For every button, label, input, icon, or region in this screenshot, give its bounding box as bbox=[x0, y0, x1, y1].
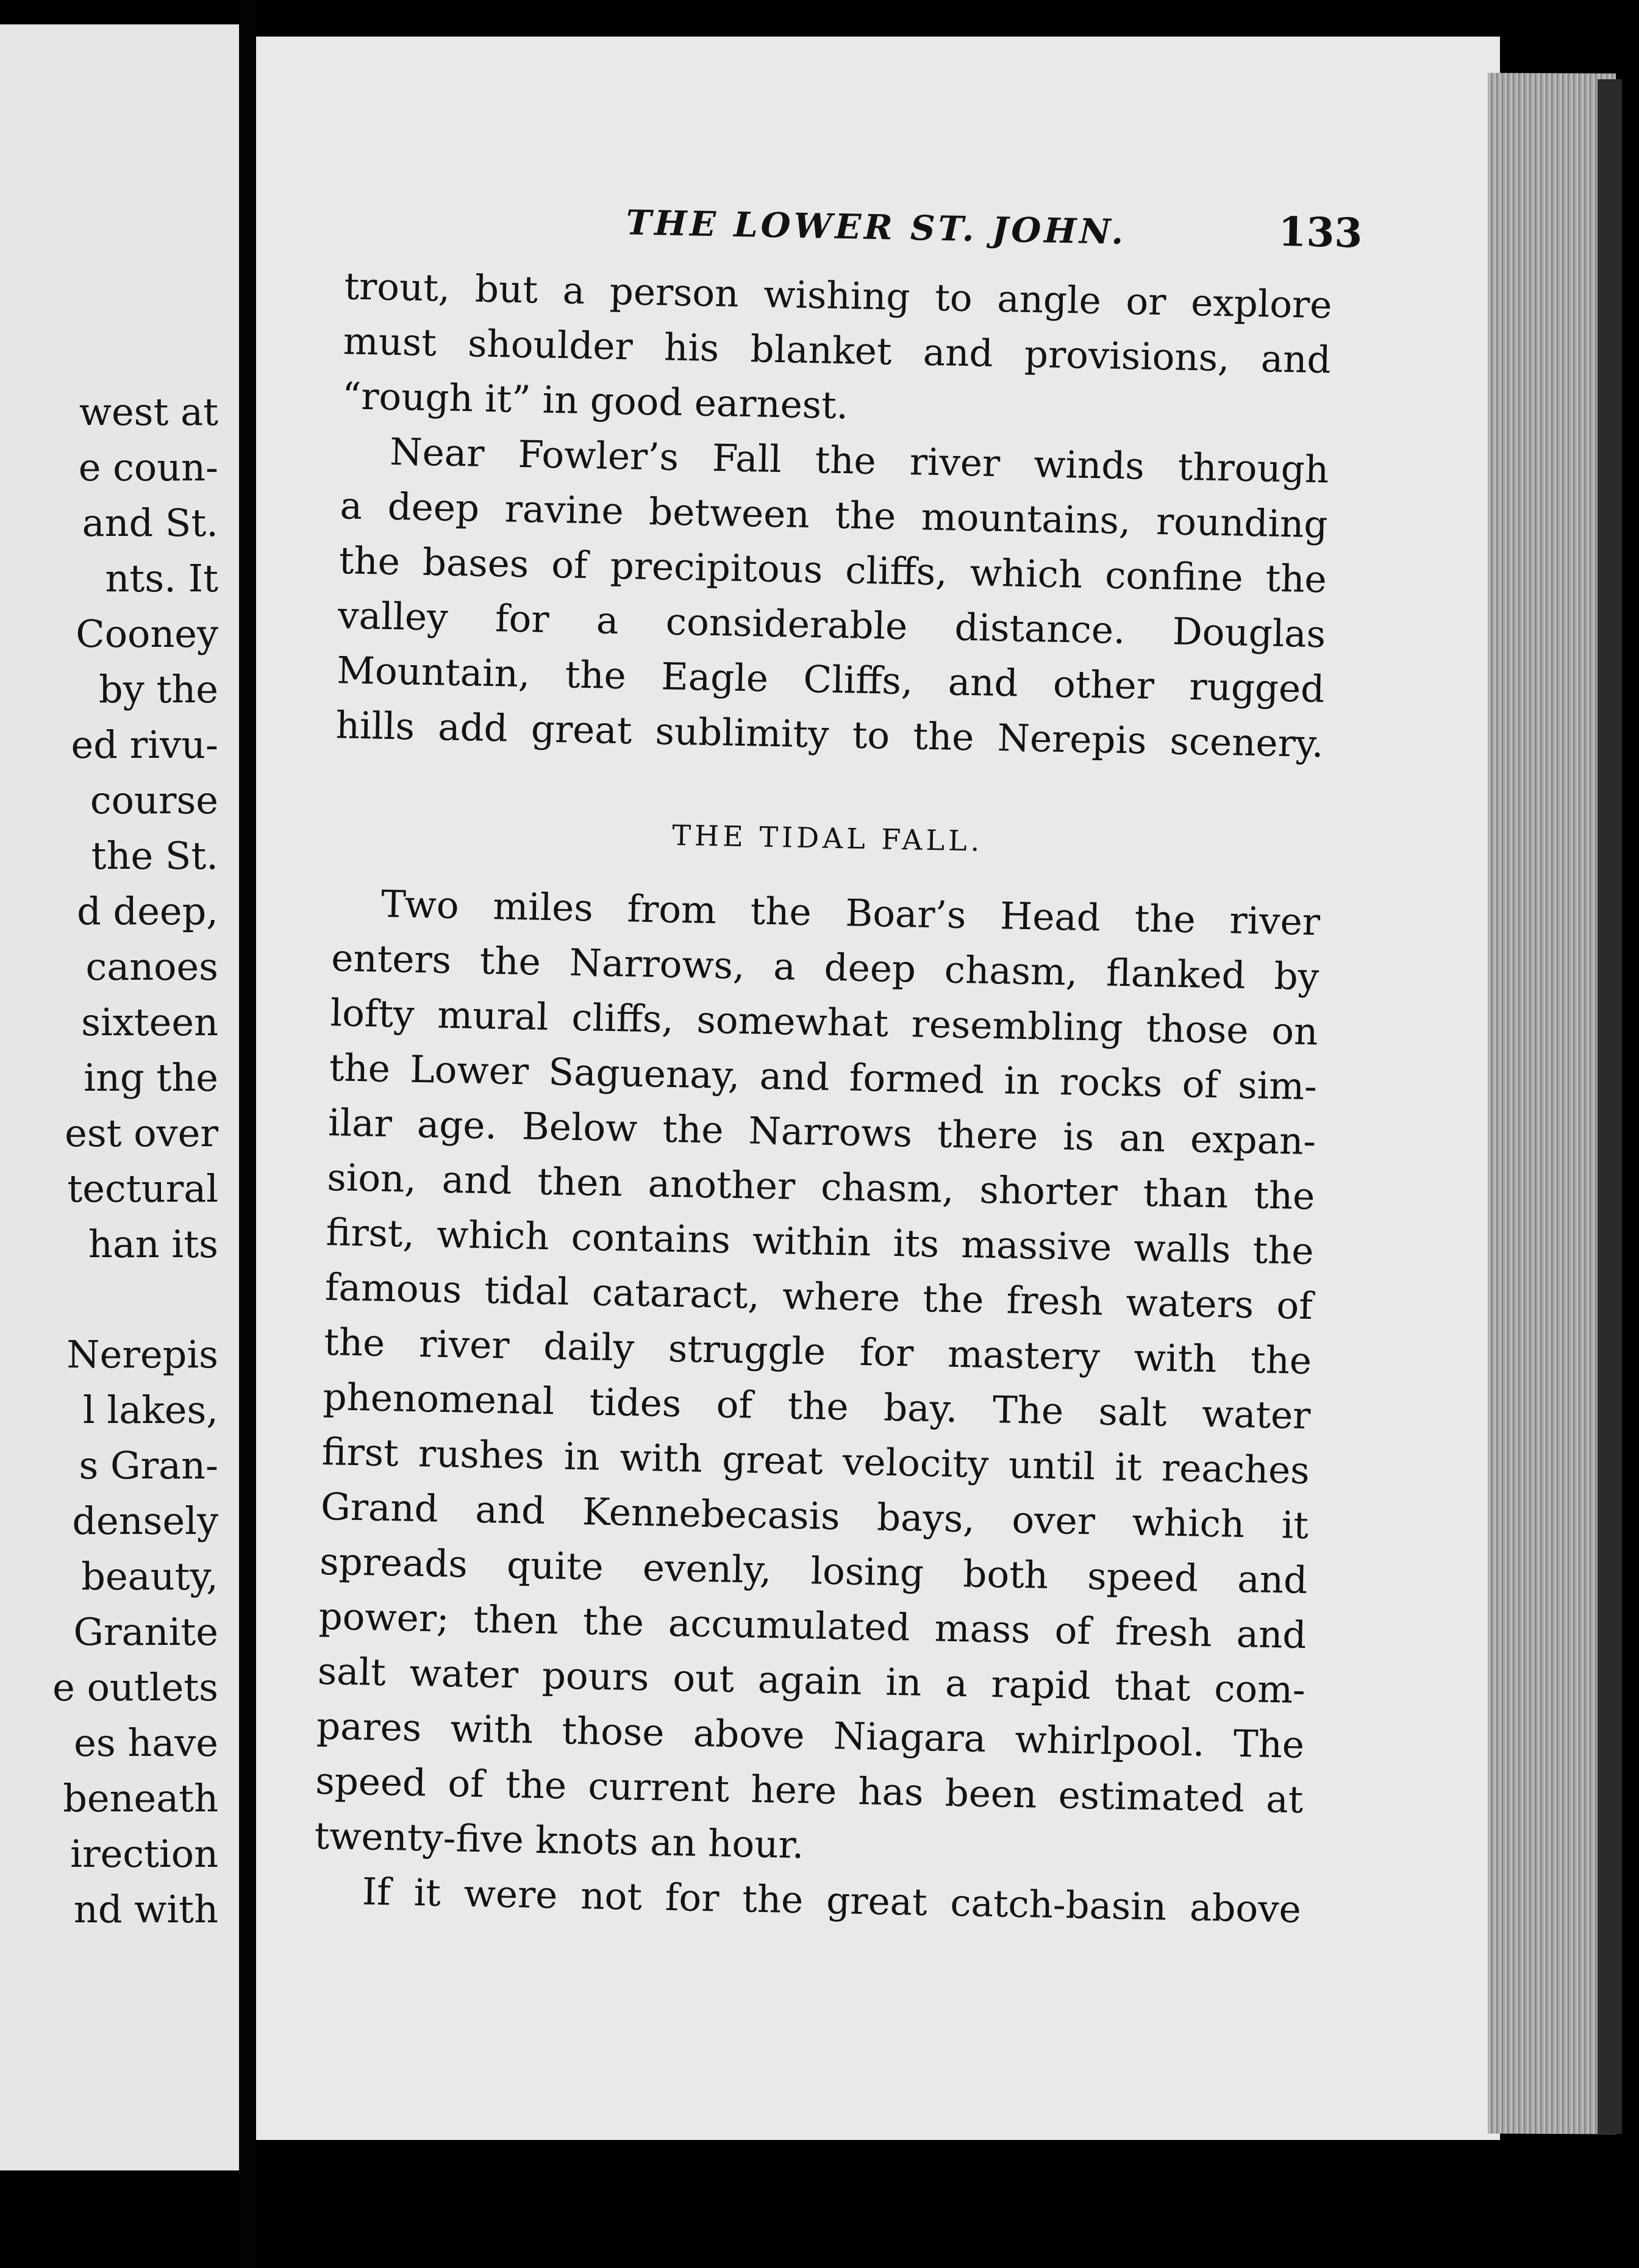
text-line: “rough it” in good earnest. bbox=[341, 374, 849, 428]
facing-page-text bbox=[0, 384, 218, 1937]
page-content bbox=[256, 37, 1500, 2140]
facing-line: by the bbox=[99, 667, 218, 711]
facing-line: ed rivu- bbox=[71, 722, 218, 767]
text-line: the Lower Saguenay, and formed in rocks of sim- bbox=[329, 1046, 1318, 1109]
facing-paragraph-gap bbox=[0, 1272, 218, 1327]
facing-line: sixteen bbox=[81, 1000, 218, 1044]
text-line: valley for a considerable distance. Douglas bbox=[337, 594, 1326, 657]
text-line: Two miles from the Boar’s Head the river bbox=[380, 882, 1321, 944]
facing-page bbox=[0, 24, 239, 2170]
text-line: If it were not for the great catch-basin above bbox=[362, 1870, 1302, 1931]
facing-line: west at bbox=[79, 390, 218, 434]
facing-line: e coun- bbox=[78, 445, 218, 490]
text-line: sion, and then another chasm, shorter than the bbox=[326, 1156, 1315, 1219]
text-line: power; then the accumulated mass of fresh and bbox=[318, 1594, 1307, 1658]
facing-line: irection bbox=[70, 1831, 218, 1876]
text-line: famous tidal cataract, where the fresh waters of bbox=[324, 1266, 1313, 1328]
text-line: phenomenal tides of the bay. The salt water bbox=[322, 1375, 1312, 1438]
paragraph-2 bbox=[335, 424, 1329, 772]
text-line: ilar age. Below the Narrows there is an expan- bbox=[327, 1101, 1316, 1164]
facing-line: the St. bbox=[91, 833, 218, 878]
text-line: twenty-five knots an hour. bbox=[314, 1814, 805, 1867]
text-line: the river daily struggle for mastery with the bbox=[323, 1321, 1312, 1383]
facing-line: d deep, bbox=[77, 889, 218, 933]
text-line: first, which contains within its massive walls the bbox=[326, 1211, 1315, 1274]
text-line: enters the Narrows, a deep chasm, flanked by bbox=[330, 936, 1319, 999]
text-line: Mountain, the Eagle Cliffs, and other rugged bbox=[336, 649, 1325, 711]
facing-line: ing the bbox=[84, 1055, 218, 1100]
text-line: lofty mural cliffs, somewhat resembling those on bbox=[330, 991, 1319, 1054]
text-line: pares with those above Niagara whirlpool. The bbox=[316, 1704, 1305, 1767]
page-block-edge bbox=[1488, 73, 1616, 2134]
facing-line: Nerepis bbox=[66, 1332, 218, 1377]
text-line: spreads quite evenly, losing both speed and bbox=[319, 1539, 1308, 1603]
facing-line: s Gran- bbox=[79, 1443, 218, 1488]
text-line: a deep ravine between the mountains, rounding bbox=[340, 484, 1329, 547]
facing-line: l lakes, bbox=[82, 1388, 218, 1432]
facing-line: densely bbox=[72, 1499, 218, 1543]
paragraph-3 bbox=[314, 876, 1321, 1883]
facing-line: Granite bbox=[73, 1610, 218, 1654]
facing-line: tectural bbox=[67, 1166, 218, 1211]
facing-line: nd with bbox=[73, 1887, 218, 1931]
text-line: hills add great sublimity to the Nerepis scenery. bbox=[335, 704, 1324, 766]
text-line: must shoulder his blanket and provisions, and bbox=[343, 319, 1332, 382]
paragraph-1 bbox=[341, 259, 1332, 443]
facing-line: beauty, bbox=[81, 1554, 218, 1599]
facing-line: beneath bbox=[63, 1776, 218, 1820]
facing-line: Cooney bbox=[76, 612, 218, 656]
facing-line: e outlets bbox=[52, 1665, 218, 1710]
page-block-shadow bbox=[1598, 79, 1622, 2134]
main-page bbox=[256, 37, 1500, 2140]
facing-line: nts. It bbox=[105, 556, 218, 601]
section-heading: THE TIDAL FALL. bbox=[671, 818, 984, 858]
facing-line: est over bbox=[65, 1111, 218, 1155]
text-line: trout, but a person wishing to angle or explore bbox=[343, 265, 1332, 327]
text-line: Near Fowler’s Fall the river winds through bbox=[389, 430, 1329, 492]
facing-line: han its bbox=[88, 1222, 218, 1266]
book-gutter bbox=[239, 0, 256, 2268]
text-line: salt water pours out again in a rapid that com- bbox=[317, 1649, 1306, 1713]
facing-line: course bbox=[90, 778, 218, 822]
body-text bbox=[313, 259, 1332, 1938]
text-line: Grand and Kennebecasis bays, over which it bbox=[320, 1485, 1309, 1548]
page-number: 133 bbox=[1277, 207, 1363, 257]
facing-line: canoes bbox=[85, 944, 218, 989]
text-line: speed of the current here has been estimated at bbox=[315, 1759, 1304, 1822]
running-head: THE LOWER ST. JOHN. bbox=[626, 202, 1127, 252]
text-line: first rushes in with great velocity until it reaches bbox=[321, 1430, 1310, 1493]
facing-line: and St. bbox=[82, 501, 218, 545]
facing-line: es have bbox=[74, 1721, 218, 1765]
text-line: the bases of precipitous cliffs, which confine the bbox=[338, 539, 1327, 602]
